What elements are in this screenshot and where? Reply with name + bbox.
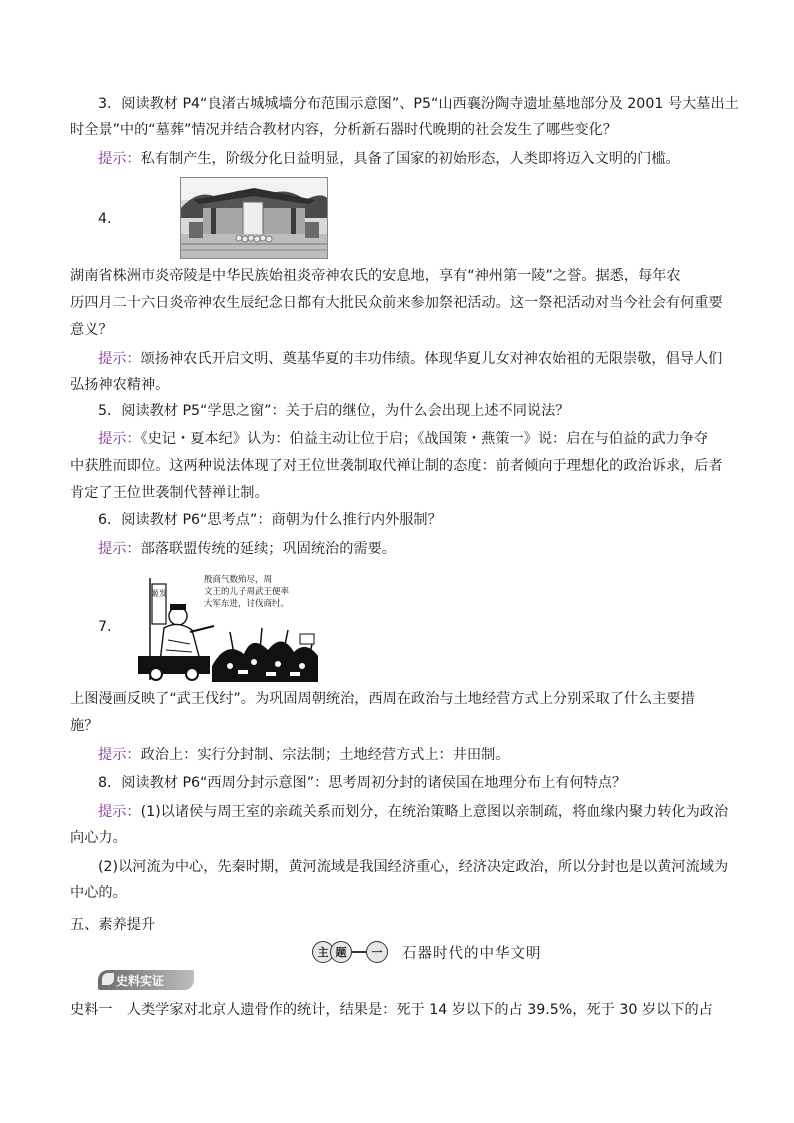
- q7-number: 7.: [98, 619, 112, 635]
- hint-text: 部落联盟传统的延续；巩固统治的需要。: [140, 541, 396, 557]
- q6-hint: [98, 536, 710, 562]
- q5-hint-line3: 肯定了王位世袭制代替禅让制。: [70, 485, 269, 501]
- source-evidence-tag: [98, 970, 194, 990]
- q8-line1: 8．阅读教材 P6“西周分封示意图”：思考周初分封的诸侯国在地理分布上有何特点？: [98, 775, 627, 791]
- q7-line1: 上图漫画反映了“武王伐纣”。为巩固周朝统治，西周在政治与土地经营方式上分别采取了什么主要措: [70, 691, 695, 707]
- source-1-line1: 史料一 人类学家对北京人遗骨作的统计，结果是：死于 14 岁以下的占 39.5%，死于 30 岁以下的占: [70, 1002, 713, 1018]
- q8-hint: [98, 799, 729, 825]
- hint-label: 提示：: [98, 804, 141, 820]
- hint-text: 私有制产生，阶级分化日益明显，具备了国家的初始形态，人类即将迈入文明的门槛。: [140, 151, 680, 167]
- seal-char-3: 一: [366, 941, 388, 963]
- q4-line3: 意义？: [70, 322, 113, 338]
- section-heading: 五、素养提升: [70, 917, 156, 933]
- hint-label: 提示：: [98, 351, 141, 367]
- topic-banner: [312, 940, 542, 964]
- seal-char-1: 主: [312, 941, 334, 963]
- hint-text: 颂扬神农氏开启文明、奠基华夏的丰功伟绩。体现华夏儿女对神农始祖的无限崇敬，倡导人们: [140, 351, 723, 367]
- q3-line2: 时全景”中的“墓葬”情况并结合教材内容，分析新石器时代晚期的社会发生了哪些变化？: [70, 122, 617, 138]
- q5-hint: [98, 426, 710, 452]
- hint-label: 提示：: [98, 431, 141, 447]
- hint-label: 提示：: [98, 541, 141, 557]
- hint-text: 政治上：实行分封制、宗法制；土地经营方式上：井田制。: [140, 747, 510, 763]
- q8-hint2-line2: 中心的。: [70, 885, 127, 901]
- q3-hint: [98, 146, 710, 172]
- king-wu-comic: [134, 570, 320, 682]
- hint-label: 提示：: [98, 747, 141, 763]
- q8-hint2-line1: (2)以河流为中心，先秦时期，黄河流域是我国经济重心，经济决定政治，所以分封也是以黄河流域为: [98, 859, 729, 875]
- q7-hint: [98, 742, 710, 768]
- yandi-mausoleum-photo: [180, 177, 328, 259]
- comic-caption-line3: 大军东进，讨伐商纣。: [204, 599, 290, 609]
- q6-line1: 6．阅读教材 P6“思考点”：商朝为什么推行内外服制？: [98, 512, 442, 528]
- q4-line1: 湖南省株洲市炎帝陵是中华民族始祖炎帝神农氏的安息地，享有“神州第一陵”之誉。据悉，每年农: [70, 268, 681, 284]
- comic-caption-line2: 文王的儿子周武王便率: [204, 587, 290, 597]
- q4-line2: 历四月二十六日炎帝神农生辰纪念日都有大批民众前来参加祭祀活动。这一祭祀活动对当今社会有何重要: [70, 295, 723, 311]
- source-tag-label: 史料实证: [116, 973, 165, 988]
- q3-line1: 3．阅读教材 P4“良渚古城城墙分布范围示意图”、P5“山西襄汾陶寺遗址墓地部分及 2001 号大墓出土: [98, 96, 739, 112]
- q8-hint-line2: 向心力。: [70, 830, 127, 846]
- q4-hint-line2: 弘扬神农精神。: [70, 377, 170, 393]
- topic-seal: [312, 941, 388, 963]
- seal-line: [352, 951, 366, 953]
- hint-text: (1)以诸侯与周王室的亲疏关系而划分，在统治策略上意图以亲制疏，将血缘内聚力转化为政治: [140, 804, 729, 820]
- q5-line1: 5．阅读教材 P5“学思之窗”：关于启的继位，为什么会出现上述不同说法？: [98, 403, 570, 419]
- leaf-icon: [102, 973, 114, 985]
- hint-label: 提示：: [98, 151, 141, 167]
- q7-line2: 施？: [70, 718, 99, 734]
- comic-flag-text: 姬发: [151, 589, 167, 598]
- q4-number: 4.: [98, 211, 112, 227]
- hint-text: 《史记・夏本纪》认为：伯益主动让位于启；《战国策・燕策一》说：启在与伯益的武力争夺: [140, 431, 709, 447]
- comic-caption-line1: 殷商气数殆尽，周: [204, 575, 273, 585]
- q4-hint: [98, 346, 723, 372]
- q5-hint-line2: 中获胜而即位。这两种说法体现了对王位世袭制取代禅让制的态度：前者倾向于理想化的政治诉求，后者: [70, 458, 723, 474]
- topic-title: 石器时代的中华文明: [402, 945, 542, 962]
- seal-char-2: 题: [330, 941, 352, 963]
